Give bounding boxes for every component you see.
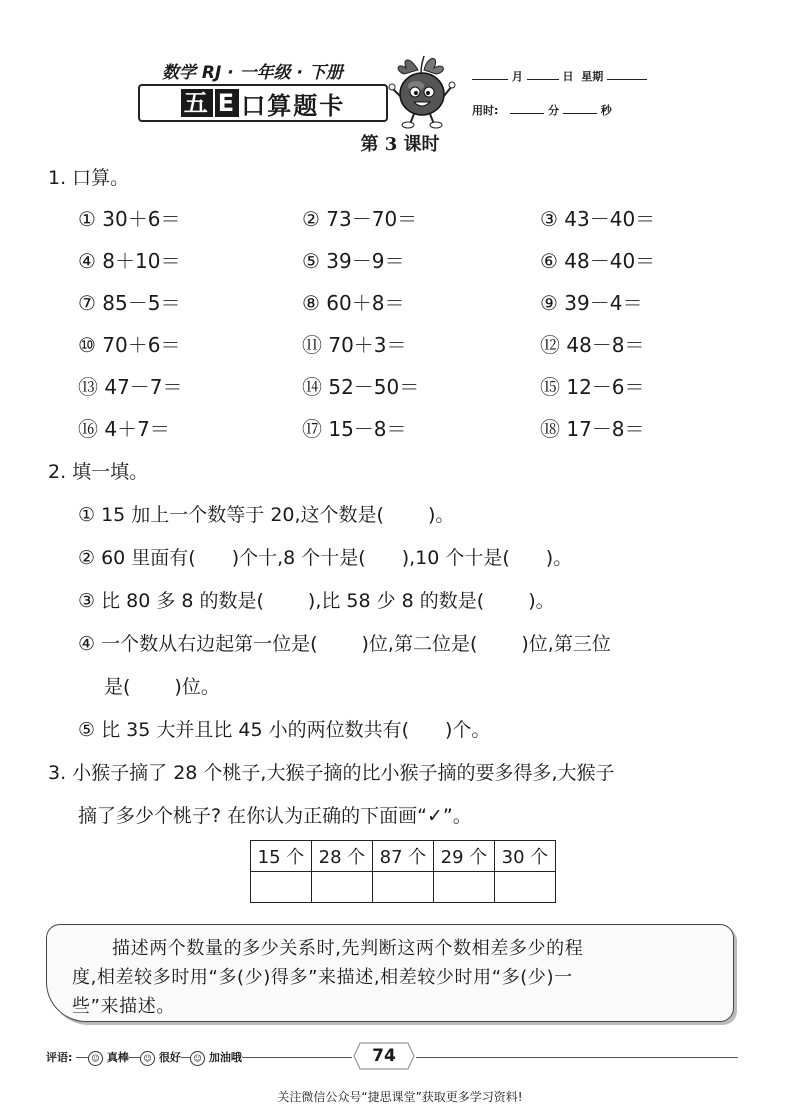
problem-6: ⑥ 48－40＝ — [540, 249, 656, 273]
wechat-note: 关注微信公众号“捷思课堂”获取更多学习资料! — [277, 1090, 523, 1104]
q3-text-a: ③ 比 80 多 8 的数是( — [78, 590, 264, 612]
minute-label: 分 — [548, 104, 560, 117]
problem-11: ⑪ 70＋3＝ — [302, 333, 407, 357]
page-badge — [352, 1041, 416, 1071]
choice-table — [250, 840, 556, 903]
q4-text-a: ④ 一个数从右边起第一位是( — [78, 633, 318, 655]
q2-text-c: ),10 个十是( — [401, 547, 510, 569]
problem-10: ⑩ 70＋6＝ — [78, 333, 181, 357]
problem-9: ⑨ 39－4＝ — [540, 291, 643, 315]
fill-question-4 — [78, 629, 611, 656]
time-line — [472, 102, 612, 118]
q3-text-c: )。 — [528, 590, 555, 612]
title-wu: 五 — [181, 89, 213, 117]
problem-14: ⑭ 52－50＝ — [302, 375, 420, 399]
smiley-face-icon: ☺ — [190, 1051, 205, 1066]
q5-text-a: ⑤ 比 35 大并且比 45 小的两位数共有( — [78, 719, 409, 741]
date-line — [472, 68, 647, 84]
check-cell[interactable] — [312, 872, 373, 903]
fill-question-4-cont — [104, 672, 220, 699]
problem-15: ⑮ 12－6＝ — [540, 375, 645, 399]
option-cell: 87 个 — [373, 841, 434, 872]
section2-heading: 2. 填一填。 — [48, 461, 149, 483]
problem-3: ③ 43－40＝ — [540, 207, 656, 231]
option-cell: 15 个 — [251, 841, 312, 872]
q2-text-a: ② 60 里面有( — [78, 547, 196, 569]
fill-question-1 — [78, 500, 454, 527]
minute-blank — [510, 102, 544, 114]
q5-text-b: )个。 — [445, 719, 491, 741]
smiley-face-icon: ☺ — [88, 1051, 103, 1066]
fill-question-5 — [78, 715, 490, 742]
q4-text-b: )位,第二位是( — [361, 633, 478, 655]
q2-text-d: )。 — [545, 547, 573, 569]
fill-question-3 — [78, 586, 555, 613]
day-label: 日 — [562, 70, 574, 83]
problem-7: ⑦ 85－5＝ — [78, 291, 181, 315]
month-blank — [472, 68, 508, 80]
option-cell: 30 个 — [495, 841, 556, 872]
table-row — [251, 872, 556, 903]
section3-line2: 摘了多少个桃子? 在你认为正确的下面画“✓”。 — [78, 805, 472, 827]
problem-2: ② 73－70＝ — [302, 207, 418, 231]
rating-good-label: 很好 — [158, 1051, 181, 1064]
table-row — [251, 841, 556, 872]
fill-question-2 — [78, 543, 572, 570]
smiley-face-icon: ☺ — [140, 1051, 155, 1066]
rating-keep-label: 加油哦 — [208, 1051, 242, 1064]
q4-text-e: )位。 — [174, 676, 220, 698]
rating-good[interactable] — [140, 1049, 181, 1066]
month-label: 月 — [511, 70, 523, 83]
weekday-label: 星期 — [581, 70, 604, 83]
vegetable-mascot-icon — [388, 52, 458, 130]
page-number: 74 — [372, 1046, 396, 1066]
time-label: 用时: — [472, 104, 499, 117]
rating-label: 评语: — [46, 1049, 76, 1065]
problem-12: ⑫ 48－8＝ — [540, 333, 645, 357]
title-banner — [138, 84, 388, 122]
second-label: 秒 — [600, 104, 612, 117]
weekday-blank — [607, 68, 647, 80]
problem-1: ① 30＋6＝ — [78, 207, 181, 231]
q2-text-b: )个十,8 个十是( — [231, 547, 366, 569]
check-cell[interactable] — [495, 872, 556, 903]
section3-line1: 3. 小猴子摘了 28 个桃子,大猴子摘的比小猴子摘的要多得多,大猴子 — [48, 762, 615, 784]
rating-keep-going[interactable] — [190, 1049, 242, 1066]
title-e: E — [215, 89, 239, 117]
problem-17: ⑰ 15－8＝ — [302, 417, 407, 441]
problem-18: ⑱ 17－8＝ — [540, 417, 645, 441]
q1-text-a: ① 15 加上一个数等于 20,这个数是( — [78, 504, 384, 526]
tip-line-2: 度,相差较多时用“多(少)得多”来描述,相差较少时用“多(少)一 — [72, 967, 573, 988]
check-cell[interactable] — [373, 872, 434, 903]
q4-text-d: 是( — [104, 676, 131, 698]
rating-great[interactable] — [88, 1049, 129, 1066]
problem-4: ④ 8＋10＝ — [78, 249, 181, 273]
subject-label: 数学 RJ · 一年级 · 下册 — [162, 63, 343, 83]
day-blank — [527, 68, 559, 80]
check-cell[interactable] — [434, 872, 495, 903]
tip-line-1: 描述两个数量的多少关系时,先判断这两个数相差多少的程 — [112, 938, 584, 959]
problem-13: ⑬ 47－7＝ — [78, 375, 183, 399]
problem-5: ⑤ 39－9＝ — [302, 249, 405, 273]
problem-8: ⑧ 60＋8＝ — [302, 291, 405, 315]
section1-heading: 1. 口算。 — [48, 167, 130, 189]
rating-great-label: 真棒 — [106, 1051, 129, 1064]
lesson-title: 第 3 课时 — [360, 134, 440, 155]
q4-text-c: )位,第三位 — [521, 633, 611, 655]
q1-text-b: )。 — [427, 504, 455, 526]
check-cell[interactable] — [251, 872, 312, 903]
q3-text-b: ),比 58 少 8 的数是( — [307, 590, 485, 612]
option-cell: 28 个 — [312, 841, 373, 872]
tip-line-3: 些”来描述。 — [72, 996, 175, 1017]
problem-16: ⑯ 4＋7＝ — [78, 417, 170, 441]
second-blank — [563, 102, 597, 114]
option-cell: 29 个 — [434, 841, 495, 872]
title-rest: 口算题卡 — [241, 91, 346, 120]
